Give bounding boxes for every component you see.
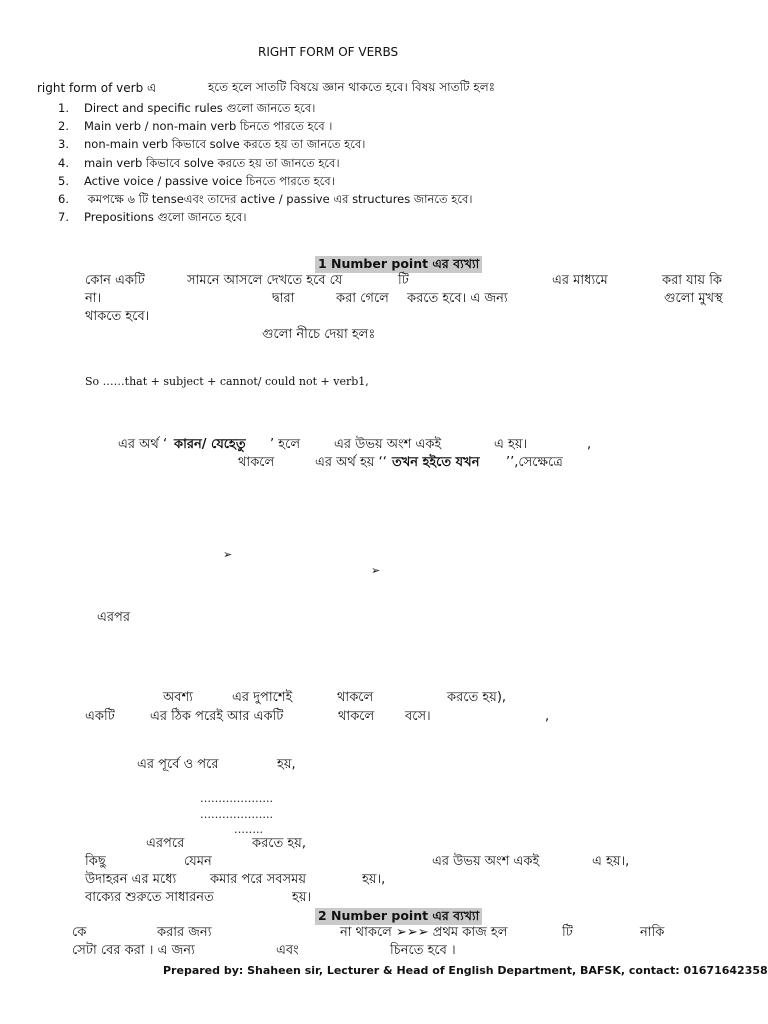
body-text: ’ হলে [270,437,301,452]
body-text: করা যায় কি [662,273,723,288]
body-text: এরপরে [146,836,185,851]
blank-dots: ……………….. [200,808,273,821]
body-text: ’’,সেক্ষেত্রে [506,455,563,470]
body-text: এরপর [97,610,131,625]
body-text: সেটা বের করা । এ জন্য [72,943,195,958]
body-text: থাকলে [238,455,275,470]
emphasis-text: কারন/ যেহেতু [174,437,246,452]
body-text: অবশ্য [163,690,193,705]
list-item: 7. Prepositions গুলো জানতে হবে। [58,210,247,225]
list-item: 2. Main verb / non-main verb চিনতে পারতে হবে । [58,119,333,134]
body-text: একটি [85,709,115,724]
body-text: যেমন [184,854,212,869]
body-text: কমার পরে সবসময় [210,872,306,887]
body-text: এর ঠিক পরেই আর একটি [150,709,284,724]
arrow-bullet-icon: ➢ [371,564,381,577]
body-text: হয়।, [362,872,386,887]
body-text: কোন একটি [85,273,145,288]
body-text: না থাকলে ➢➢➢ প্রথম কাজ হল [340,925,508,940]
body-text: এর উভয় অংশ একই [432,854,540,869]
intro-text-end: হতে হলে সাতটি বিষয়ে জ্ঞান থাকতে হবে। বিষয় সাতটি হলঃ [208,80,496,94]
list-item: 5. Active voice / passive voice চিনতে পারতে হবে। [58,173,335,188]
body-text: না। [85,291,102,306]
body-text: এর অর্থ হয় ‘‘ [315,455,387,470]
section-1-header: 1 Number point এর ব্যখ্যা [315,256,482,273]
page-title: RIGHT FORM OF VERBS [258,45,399,59]
body-text: গুলো নীচে দেয়া হলঃ [262,327,376,342]
list-item: 3. non-main verb কিভাবে solve করতে হয় তা জানতে হবে। [58,137,366,152]
body-text: এর অর্থ ‘ [118,437,168,452]
body-text: করতে হবে। এ জন্য [407,291,508,306]
body-text: হয়, [277,757,296,772]
body-text: উদাহরন এর মধ্যে [85,872,177,887]
body-text: দ্বারা [272,291,295,306]
body-text: কে [72,925,87,940]
blank-dots: …….. [234,823,263,836]
blank-dots: ……………….. [200,792,273,805]
body-text: থাকলে [337,690,374,705]
body-text: সামনে আসলে দেখতে হবে যে [187,273,343,288]
body-text: , [587,437,592,452]
body-text: এ হয়। [494,437,528,452]
list-item: 6. কমপক্ষে ৬ টি tenseএবং তাদের active / passive এর structures জানতে হবে। [58,191,473,206]
formula-line: So ……that + subject + cannot/ could not + verb1, [85,375,369,388]
rules-list [58,99,472,226]
emphasis-text: তখন হইতে যখন [392,455,480,470]
body-text: এর দুপাশেই [232,690,293,705]
body-text: গুলো মুখস্থ [664,291,723,306]
arrow-bullet-icon: ➢ [223,548,233,561]
body-text: হয়। [292,890,312,905]
intro-text-start: right form of verb এ [37,81,157,95]
body-text: টি [562,925,573,940]
body-text: এবং [276,943,299,958]
body-text: চিনতে হবে । [390,943,456,958]
body-text: টি [398,273,409,288]
body-text: করতে হয়, [252,836,306,851]
body-text: , [545,709,550,724]
body-text: এ হয়।, [592,854,630,869]
body-text: করতে হয়), [447,690,507,705]
body-text: এর উভয় অংশ একই [334,437,442,452]
footer-credit: Prepared by: Shaheen sir, Lecturer & Head of English Department, BAFSK, contact: 01671642358 [163,964,768,977]
body-text: করা গেলে [336,291,389,306]
body-text: এর মাধ্যমে [552,273,608,288]
body-text: কিছু [85,854,106,869]
body-text: বসে। [405,709,431,724]
list-item: 1. Direct and specific rules গুলো জানতে হবে। [58,101,316,115]
body-text: বাক্যের শুরুতে সাধারনত [85,890,214,905]
body-text: এর পূর্বে ও পরে [137,757,219,772]
section-2-header: 2 Number point এর ব্যখ্যা [315,908,482,925]
body-text: থাকতে হবে। [85,309,150,324]
body-text: করার জন্য [157,925,212,940]
body-text: নাকি [640,925,665,940]
body-text: থাকলে [338,709,375,724]
list-item: 4. main verb কিভাবে solve করতে হয় তা জানতে হবে। [58,155,340,170]
